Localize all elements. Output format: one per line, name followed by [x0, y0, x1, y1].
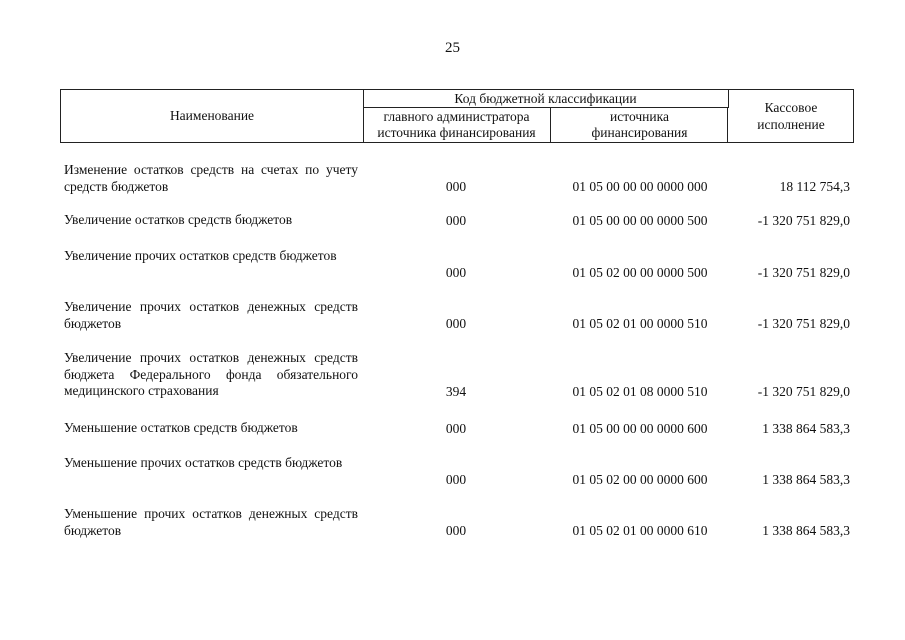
row-amount: -1 320 751 829,0	[757, 264, 850, 280]
row-name: Увеличение прочих остатков средств бюджетов	[64, 248, 337, 263]
table-row	[0, 212, 905, 229]
row-name: Увеличение прочих остатков денежных средств бюджетов	[64, 299, 358, 331]
row-admin-code: 000	[445, 315, 467, 331]
header-admin-line2: источника финансирования	[377, 125, 536, 140]
row-amount: -1 320 751 829,0	[757, 212, 850, 228]
row-amount: 18 112 754,3	[779, 178, 850, 194]
row-source-code: 01 05 02 01 00 0000 610	[572, 522, 708, 538]
table-row	[0, 506, 905, 539]
row-admin-code: 000	[445, 420, 467, 436]
header-name: Наименование	[61, 90, 364, 142]
table-row	[0, 248, 905, 281]
row-name: Увеличение прочих остатков денежных средств бюджета Федерального фонда обязательного медицинского страхования	[64, 350, 358, 398]
row-source-code: 01 05 00 00 00 0000 000	[572, 178, 708, 194]
row-amount: 1 338 864 583,3	[762, 522, 850, 538]
row-amount: -1 320 751 829,0	[757, 383, 850, 399]
row-source-code: 01 05 00 00 00 0000 500	[572, 212, 708, 228]
table-row	[0, 350, 905, 400]
header-execution-line1: Кассовое	[764, 100, 818, 115]
row-admin-code: 394	[445, 383, 467, 399]
row-amount: 1 338 864 583,3	[762, 471, 850, 487]
header-admin-line1: главного администратора	[383, 109, 530, 124]
table-row	[0, 455, 905, 488]
table-row	[0, 162, 905, 195]
header-execution-line2: исполнение	[757, 117, 825, 132]
table-header	[60, 89, 854, 143]
row-source-code: 01 05 02 00 00 0000 600	[572, 471, 708, 487]
row-source-code: 01 05 02 01 08 0000 510	[572, 383, 708, 399]
header-code: Код бюджетной классификации	[363, 90, 729, 108]
row-source-code: 01 05 00 00 00 0000 600	[572, 420, 708, 436]
table-row	[0, 420, 905, 437]
row-name: Изменение остатков средств на счетах по учету средств бюджетов	[64, 162, 358, 194]
header-source-line1: источника	[610, 109, 669, 124]
row-admin-code: 000	[445, 522, 467, 538]
row-source-code: 01 05 02 01 00 0000 510	[572, 315, 708, 331]
page-number: 25	[445, 40, 460, 56]
header-source	[552, 108, 728, 142]
row-admin-code: 000	[445, 212, 467, 228]
row-name: Уменьшение прочих остатков средств бюджетов	[64, 455, 343, 470]
header-execution	[729, 90, 853, 142]
row-name: Уменьшение остатков средств бюджетов	[64, 420, 298, 435]
row-admin-code: 000	[445, 178, 467, 194]
row-admin-code: 000	[445, 264, 467, 280]
header-admin	[363, 108, 551, 142]
row-amount: 1 338 864 583,3	[762, 420, 850, 436]
table-row	[0, 299, 905, 332]
row-admin-code: 000	[445, 471, 467, 487]
row-amount: -1 320 751 829,0	[757, 315, 850, 331]
row-source-code: 01 05 02 00 00 0000 500	[572, 264, 708, 280]
row-name: Уменьшение прочих остатков денежных средств бюджетов	[64, 506, 358, 538]
row-name: Увеличение остатков средств бюджетов	[64, 212, 293, 227]
header-source-line2: финансирования	[591, 125, 688, 140]
